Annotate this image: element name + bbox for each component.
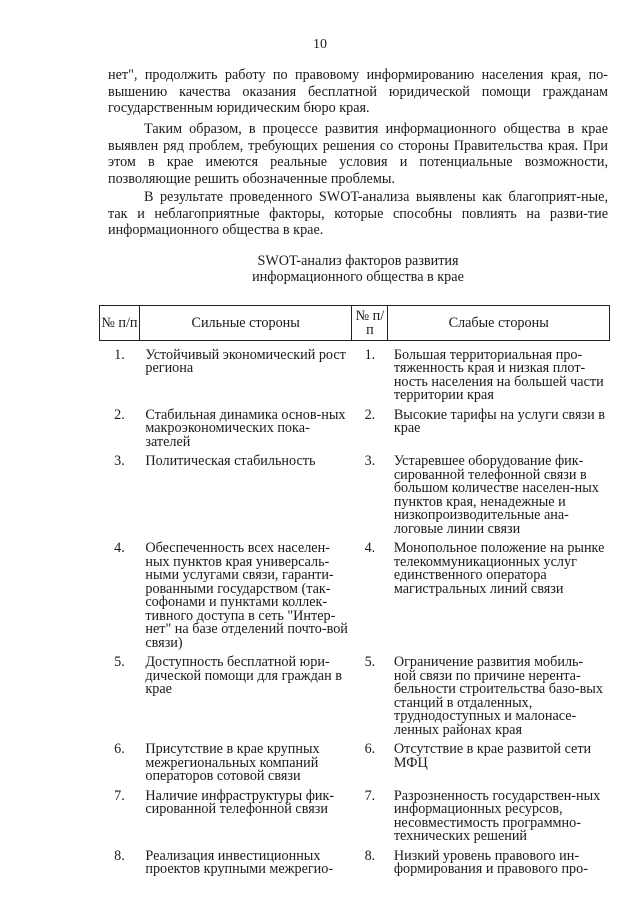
header-num-right: № п/п — [352, 306, 388, 341]
table-row — [100, 790, 610, 850]
table-title-line-1: SWOT-анализ факторов развития — [257, 253, 459, 269]
weakness-number: 8. — [364, 847, 376, 864]
strength-text: Стабильная динамика основ-ных макроэкономических пока-зателей — [145, 406, 346, 450]
paragraph-swot-intro: В результате проведенного SWOT-анализа выявлены как благоприят-ные, так и неблагоприятные факторы, которые способны повлиять на разви-тие информационного общества в крае. — [108, 189, 608, 239]
weakness-number: 6. — [364, 741, 376, 757]
strength-number: 4. — [114, 540, 125, 556]
table-row — [100, 349, 610, 409]
swot-table — [99, 305, 610, 883]
table-row — [100, 850, 610, 883]
strength-number: 8. — [114, 847, 125, 864]
strength-number: 3. — [114, 453, 125, 469]
weakness-text: Высокие тарифы на услуги связи в крае — [393, 406, 605, 436]
weakness-number: 1. — [364, 346, 376, 363]
weakness-text: Устаревшее оборудование фик-сированной телефонной связи в большом количестве населен-ных пунктов края, ненадежные и низкопроизводительные ана-логовые линии связи — [393, 453, 599, 537]
table-row — [100, 455, 610, 542]
header-strengths: Сильные стороны — [139, 306, 352, 341]
table-title-line-2: информационного общества в крае — [252, 269, 464, 285]
weakness-number: 5. — [364, 654, 376, 670]
page-number: 10 — [313, 37, 327, 52]
weakness-number: 2. — [364, 406, 376, 423]
strength-text: Реализация инвестиционных проектов крупными межрегио- — [145, 847, 334, 877]
table-row — [100, 743, 610, 790]
strength-text: Политическая стабильность — [145, 453, 316, 469]
table-row — [100, 542, 610, 656]
weakness-number: 4. — [364, 540, 376, 556]
header-num-left: № п/п — [100, 306, 140, 341]
paragraph-conclusion: Таким образом, в процессе развития информационного общества в крае выявлен ряд проблем, требующих решения со стороны Правительства края. При этом в крае имеются реальные условия и потенциальные возможности, позволяющие решить обозначенные проблемы. — [108, 121, 608, 188]
weakness-text: Низкий уровень правового ин-формирования и правового про- — [393, 847, 588, 877]
strength-text: Доступность бесплатной юри-дической помощи для граждан в крае — [145, 654, 342, 697]
weakness-number: 7. — [364, 787, 376, 804]
weakness-text: Разрозненность государствен-ных информационных ресурсов, несовместимость программно-технических решений — [393, 787, 601, 844]
weakness-text: Ограничение развития мобиль-ной связи по причине нерента-бельности строительства базо-вых станций в отдаленных, труднодоступных и малонасе-ленных районах края — [393, 654, 603, 738]
strength-text: Устойчивый экономический рост региона — [145, 346, 346, 376]
table-row — [100, 409, 610, 456]
paragraph-continuation: нет", продолжить работу по правовому информированию населения края, по-вышению качества оказания бесплатной юридической помощи гражданам государственным юридическим бюро края. — [108, 67, 608, 117]
table-row — [100, 656, 610, 743]
table-title — [108, 253, 608, 285]
strength-number: 1. — [114, 346, 125, 363]
strength-text: Наличие инфраструктуры фик-сированной телефонной связи — [145, 787, 335, 817]
strength-number: 2. — [114, 406, 125, 423]
weakness-text: Отсутствие в крае развитой сети МФЦ — [393, 741, 592, 771]
strength-text: Обеспеченность всех населен-ных пунктов края универсаль-ными услугами связи, гаранти-рованными государством (так-софонами и пунктами коллек-тивного доступа в сеть "Интер-нет" на базе отделений почто-вой связи) — [145, 540, 348, 651]
weakness-text: Монопольное положение на рынке телекоммуникационных услуг единственного оператора магистральных линий связи — [393, 540, 605, 597]
weakness-text: Большая территориальная про-тяженность края и низкая плот-ность населения на большей части территории края — [393, 346, 604, 403]
strength-text: Присутствие в крае крупных межрегиональных компаний операторов сотовой связи — [145, 741, 320, 784]
strength-number: 5. — [114, 654, 125, 670]
header-weaknesses: Слабые стороны — [388, 306, 610, 341]
strength-number: 6. — [114, 741, 125, 757]
table-header-row — [100, 306, 610, 341]
weakness-number: 3. — [364, 453, 376, 469]
strength-number: 7. — [114, 787, 125, 804]
